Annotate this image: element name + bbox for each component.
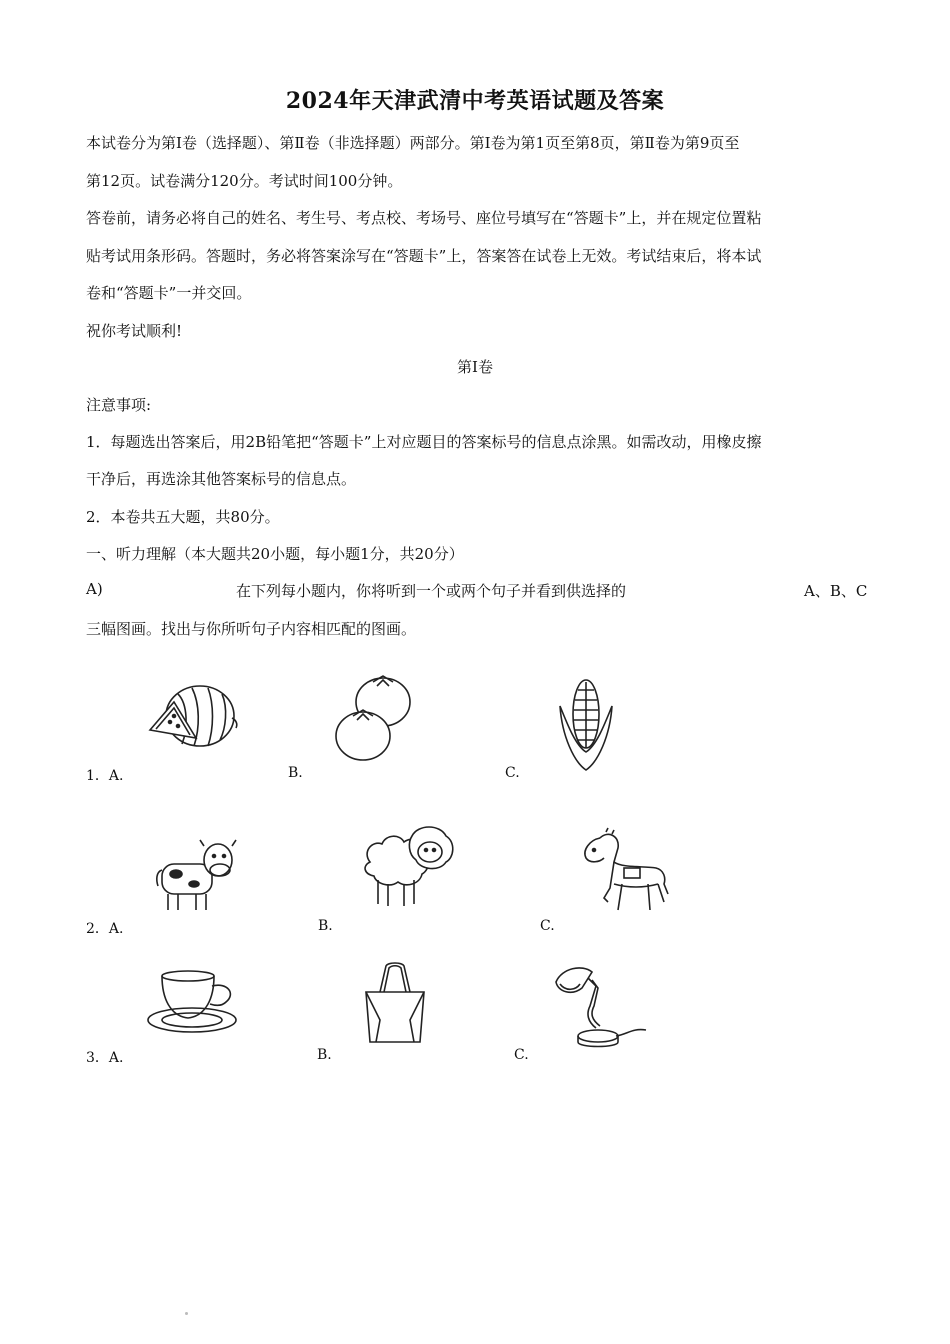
watermelon-icon[interactable] bbox=[148, 684, 240, 756]
q3-b-label: B. bbox=[317, 1047, 332, 1063]
q1-b-label: B. bbox=[288, 765, 303, 781]
volume-heading: 第Ⅰ卷 bbox=[457, 358, 493, 376]
q2-b-label: B. bbox=[318, 918, 333, 934]
page-mark bbox=[185, 1312, 188, 1315]
page-title: 2024年天津武清中考英语试题及答案 bbox=[285, 88, 665, 114]
q1-a-label: 1．A. bbox=[86, 768, 124, 784]
q2-c-label: C. bbox=[540, 918, 555, 934]
good-luck-line: 祝你考试顺利! bbox=[86, 322, 183, 340]
bag-icon[interactable] bbox=[362, 962, 428, 1048]
part-a-options: A、B、C bbox=[804, 582, 868, 600]
corn-icon[interactable] bbox=[556, 676, 616, 776]
note-line-3: 2．本卷共五大题，共80分。 bbox=[86, 508, 280, 526]
cow-icon[interactable] bbox=[154, 836, 236, 918]
part-a-label: A) bbox=[86, 580, 103, 598]
lamp-icon[interactable] bbox=[552, 962, 648, 1056]
tomato-icon[interactable] bbox=[333, 672, 413, 768]
intro-line-5: 卷和“答题卡”一并交回。 bbox=[86, 284, 252, 302]
intro-line-4: 贴考试用条形码。答题时，务必将答案涂写在“答题卡”上，答案答在试卷上无效。考试结束后，将本试 bbox=[86, 247, 762, 265]
intro-line-3: 答卷前，请务必将自己的姓名、考生号、考点校、考场号、座位号填写在“答题卡”上，并在规定位置粘 bbox=[86, 209, 762, 227]
note-line-2: 干净后，再选涂其他答案标号的信息点。 bbox=[86, 470, 357, 488]
q1-c-label: C. bbox=[505, 765, 520, 781]
horse-icon[interactable] bbox=[578, 828, 674, 918]
cup-icon[interactable] bbox=[146, 968, 242, 1040]
q3-c-label: C. bbox=[514, 1047, 529, 1063]
sheep-icon[interactable] bbox=[360, 822, 456, 914]
notes-heading: 注意事项: bbox=[86, 396, 152, 414]
intro-line-2: 第12页。试卷满分120分。考试时间100分钟。 bbox=[86, 172, 403, 190]
section-heading: 一、听力理解（本大题共20小题，每小题1分，共20分） bbox=[86, 545, 464, 563]
intro-line-1: 本试卷分为第Ⅰ卷（选择题）、第Ⅱ卷（非选择题）两部分。第Ⅰ卷为第1页至第8页，第Ⅱ卷为第9页至 bbox=[86, 134, 740, 152]
q3-a-label: 3．A. bbox=[86, 1050, 124, 1066]
note-line-1: 1．每题选出答案后，用2B铅笔把“答题卡”上对应题目的答案标号的信息点涂黑。如需改动，用橡皮擦 bbox=[86, 433, 762, 451]
part-a-instruction-2: 三幅图画。找出与你所听句子内容相匹配的图画。 bbox=[86, 620, 417, 638]
part-a-instruction: 在下列每小题内，你将听到一个或两个句子并看到供选择的 bbox=[236, 582, 627, 600]
q2-a-label: 2．A. bbox=[86, 921, 124, 937]
